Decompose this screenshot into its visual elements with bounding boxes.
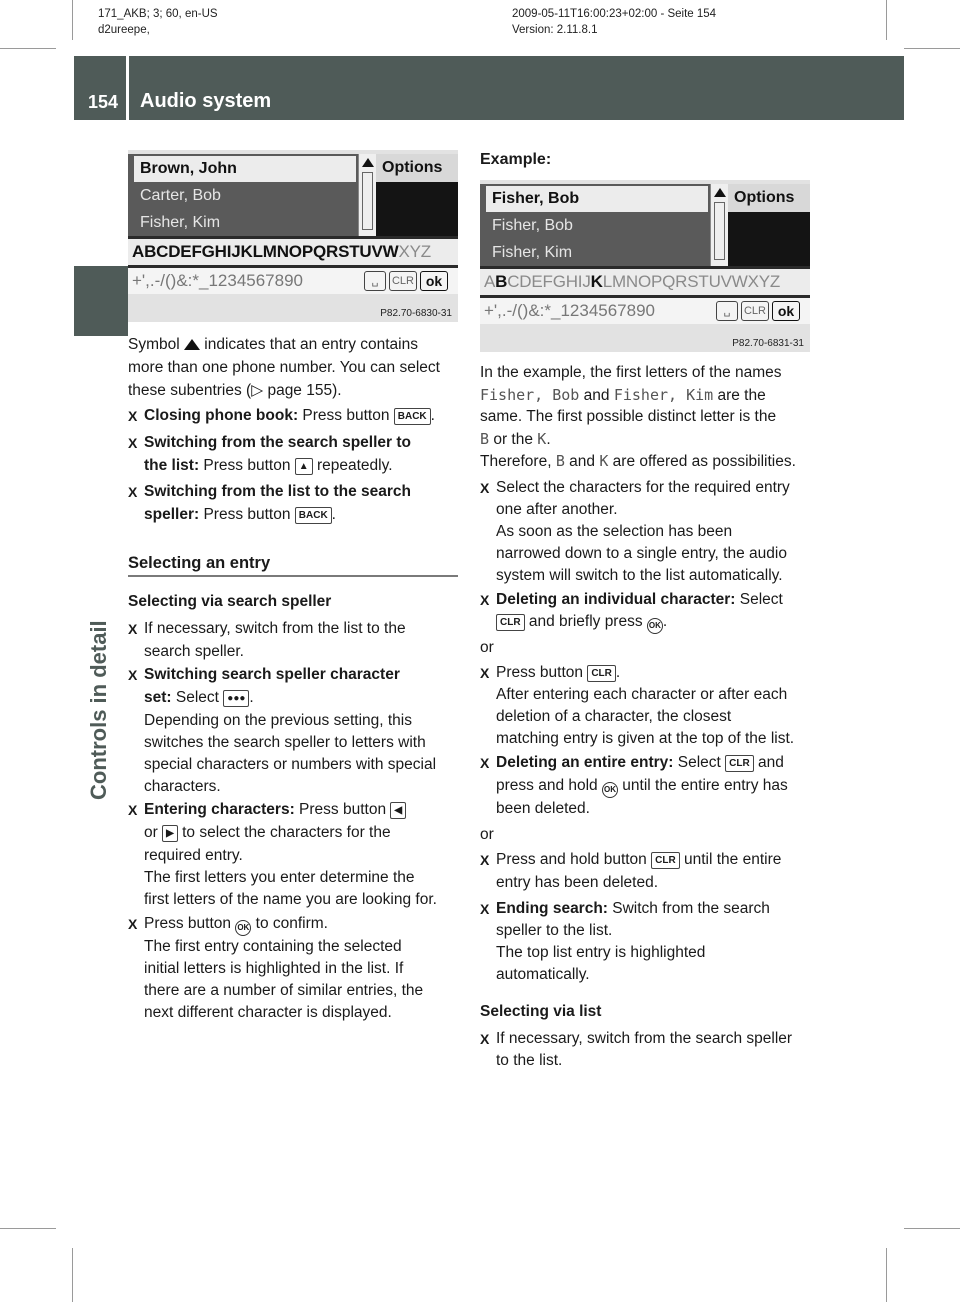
text-line: or <box>480 826 494 843</box>
instruction: If necessary, switch from the search speller <box>496 1030 793 1047</box>
instruction-arrow-icon: X <box>480 755 490 771</box>
subheading: Selecting via list <box>480 1003 602 1020</box>
instruction-arrow-icon: X <box>480 480 490 496</box>
text: Press button <box>294 801 391 818</box>
instruction: special characters or numbers with special <box>144 756 437 773</box>
figure-reference: P82.70-6831-31 <box>732 338 804 349</box>
text: these subentries ( <box>128 382 252 399</box>
instruction-label: speller: <box>144 506 200 523</box>
letter-literal: B <box>555 452 565 470</box>
text: and briefly press <box>524 613 647 630</box>
instruction: The first letters you enter determine the <box>144 869 415 886</box>
text: until the entire <box>679 851 782 868</box>
clr-key-icon: CLR <box>725 755 754 772</box>
instruction <box>496 752 784 774</box>
instruction: speller to the list. <box>496 922 613 939</box>
instruction: search speller. <box>144 643 244 660</box>
instruction: narrowed down to a single entry, the audio <box>496 545 787 562</box>
text-line: same. The first possible distinct letter is the <box>480 408 777 425</box>
crop-mark <box>72 0 73 40</box>
subheading: Selecting via search speller <box>128 593 332 610</box>
instruction-arrow-icon: X <box>480 852 490 868</box>
text: and <box>564 453 600 470</box>
instruction-arrow-icon: X <box>128 802 138 818</box>
text: Select <box>735 591 783 608</box>
instruction: CLR and briefly press OK . <box>496 611 667 634</box>
text: Press button <box>199 506 295 523</box>
symbols-text: +',.-/()&:*_1234567890 <box>484 301 656 320</box>
letters-inactive: LMNOPQRSTUVWXYZ <box>602 272 781 291</box>
text: Press button <box>496 664 588 681</box>
instruction <box>496 589 783 611</box>
charset-key-icon: ●●● <box>223 690 249 707</box>
instruction-arrow-icon: X <box>128 667 138 683</box>
side-label-text: Controls in detail <box>86 620 111 800</box>
instruction <box>144 913 328 936</box>
text: to select the characters for the <box>177 824 391 841</box>
text: Therefore, <box>480 453 556 470</box>
meta-text: 171_AKB; 3; 60, en-US <box>98 8 218 20</box>
instruction: one after another. <box>496 501 618 518</box>
instruction-label: the list: <box>144 457 200 474</box>
letter-literal: B <box>480 430 490 448</box>
ok-key: ok <box>772 301 800 321</box>
instruction-arrow-icon: X <box>128 435 138 451</box>
instruction-arrow-icon: X <box>480 665 490 681</box>
subentry-symbol-icon <box>184 339 200 350</box>
instruction-label: Deleting an entire entry: <box>496 754 674 771</box>
instruction: characters. <box>144 778 221 795</box>
instruction: Press button CLR . <box>496 664 621 681</box>
text-line <box>480 428 551 451</box>
letter-literal: K <box>599 452 609 470</box>
left-key-icon: ◀ <box>390 802 406 819</box>
text: indicates that an entry contains <box>200 336 418 353</box>
instruction-arrow-icon: X <box>128 484 138 500</box>
text: or <box>144 824 163 841</box>
instruction <box>144 822 391 844</box>
text-line <box>128 380 342 402</box>
name-literal: Fisher, Bob <box>480 386 580 404</box>
instruction: As soon as the selection has been <box>496 523 733 540</box>
instruction: Switching from the list to the search <box>144 483 411 500</box>
back-key-icon: BACK <box>394 408 431 425</box>
text: Switch from the search <box>607 900 770 917</box>
heading-rule <box>128 575 458 577</box>
instruction <box>144 799 406 821</box>
instruction: The top list entry is highlighted <box>496 944 706 961</box>
instruction-label: Closing phone book: <box>144 407 299 424</box>
instruction: deletion of a character, the closest <box>496 708 732 725</box>
options-button: Options <box>376 154 458 182</box>
text: Press button <box>298 407 394 424</box>
page-ref-icon: ▷ <box>251 382 264 399</box>
text-line <box>128 334 418 356</box>
instruction <box>496 775 788 798</box>
text: repeatedly. <box>312 457 393 474</box>
instruction-arrow-icon: X <box>128 916 138 932</box>
text-line <box>480 450 796 473</box>
instruction: automatically. <box>496 966 590 983</box>
instruction: initial letters is highlighted in the list. If <box>144 960 404 977</box>
crop-mark <box>0 1228 56 1229</box>
section-heading: Selecting an entry <box>128 554 271 572</box>
instruction: required entry. <box>144 847 243 864</box>
instruction: Switching from the search speller to <box>144 434 412 451</box>
instruction <box>496 898 770 920</box>
side-label <box>86 560 116 800</box>
instruction: speller: Press button BACK . <box>144 506 336 523</box>
clr-key-icon: CLR <box>496 614 525 631</box>
text: or the <box>489 431 538 448</box>
text: Symbol <box>128 336 184 353</box>
text: are the <box>713 387 766 404</box>
instruction-arrow-icon: X <box>128 408 138 424</box>
up-key-icon: ▲ <box>295 458 313 475</box>
crop-mark <box>904 48 960 49</box>
letter-literal: K <box>537 430 547 448</box>
options-button: Options <box>728 184 810 212</box>
instruction: next different character is displayed. <box>144 1004 392 1021</box>
clr-key: CLR <box>741 301 769 321</box>
space-key-icon: ␣ <box>716 301 738 321</box>
text: and <box>579 387 614 404</box>
crop-mark <box>886 0 887 40</box>
instruction: there are a number of similar entries, the <box>144 982 424 999</box>
text: . <box>546 431 551 448</box>
instruction: set: Select ●●● . <box>144 689 254 706</box>
instruction-arrow-icon: X <box>480 592 490 608</box>
instruction-arrow-icon: X <box>480 1031 490 1047</box>
text: Select <box>673 754 726 771</box>
text: page 155). <box>263 382 342 399</box>
instruction-label: set: <box>144 689 172 706</box>
instruction-arrow-icon: X <box>128 621 138 637</box>
meta-text: 2009-05-11T16:00:23+02:00 - Seite 154 <box>512 8 717 20</box>
page-number: 154 <box>88 92 119 112</box>
letters-inactive: XYZ <box>398 242 431 261</box>
header-margin <box>0 56 74 120</box>
crop-mark <box>886 1248 887 1302</box>
section-title: Audio system <box>140 90 272 112</box>
meta-text: Version: 2.11.8.1 <box>512 24 598 36</box>
instruction-label: Ending search: <box>496 900 608 917</box>
ok-button-icon: OK <box>602 782 618 798</box>
instruction: switches the search speller to letters with <box>144 734 426 751</box>
instruction: first letters of the name you are looking for. <box>144 891 437 908</box>
ok-button-icon: OK <box>235 920 251 936</box>
instruction: to the list. <box>496 1052 563 1069</box>
crop-mark <box>72 1248 73 1302</box>
example-label: Example: <box>480 151 552 168</box>
letter-k-active: K <box>590 272 603 291</box>
instruction: system will switch to the list automatically. <box>496 567 783 584</box>
instruction <box>496 849 781 871</box>
instruction: After entering each character or after each <box>496 686 788 703</box>
instruction: The first entry containing the selected <box>144 938 402 955</box>
right-column <box>480 0 814 1100</box>
ok-button-icon: OK <box>647 618 663 634</box>
text: and <box>753 754 784 771</box>
back-key-icon: BACK <box>295 507 332 524</box>
figure-reference: P82.70-6830-31 <box>380 308 452 319</box>
crop-mark <box>904 1228 960 1229</box>
letters-inactive: CDEFGHIJ <box>507 272 591 291</box>
text-line: or <box>480 639 494 656</box>
meta-text: d2ureepe, <box>98 24 150 36</box>
text: Press button <box>144 915 236 932</box>
instruction: Depending on the previous setting, this <box>144 712 412 729</box>
instruction-label: Deleting an individual character: <box>496 591 736 608</box>
text: are offered as possibilities. <box>608 453 796 470</box>
list-item: Fisher, Bob <box>492 217 573 234</box>
instruction: If necessary, switch from the list to the <box>144 620 406 637</box>
crop-mark <box>0 48 56 49</box>
text: press and hold <box>496 777 602 794</box>
text-line: In the example, the first letters of the names <box>480 364 782 381</box>
name-literal: Fisher, Kim <box>613 386 714 404</box>
text: Select <box>171 689 224 706</box>
clr-key: CLR <box>389 271 417 291</box>
instruction: been deleted. <box>496 800 590 817</box>
list-item: Fisher, Kim <box>140 214 221 231</box>
text: until the entire entry has <box>618 777 788 794</box>
symbols-text: +',.-/()&:*_1234567890 <box>132 271 304 290</box>
instruction-arrow-icon: X <box>480 901 490 917</box>
text: to confirm. <box>251 915 328 932</box>
instruction: Select the characters for the required entry <box>496 479 790 496</box>
left-column <box>128 0 460 1100</box>
letters-inactive: A <box>484 272 496 291</box>
right-key-icon: ▶ <box>162 825 178 842</box>
letter-b-active: B <box>495 272 508 291</box>
ok-key: ok <box>420 271 448 291</box>
instruction: entry has been deleted. <box>496 874 659 891</box>
instruction: Switching search speller character <box>144 666 400 683</box>
text: Press button <box>199 457 295 474</box>
letters-active: ABCDEFGHIJKLMNOPQRSTUVW <box>132 242 399 261</box>
text: Press and hold button <box>496 851 652 868</box>
clr-key-icon: CLR <box>587 665 616 682</box>
instruction-label: Entering characters: <box>144 801 295 818</box>
space-key-icon: ␣ <box>364 271 386 291</box>
instruction <box>144 455 393 477</box>
list-item: Brown, John <box>134 156 356 182</box>
instruction: matching entry is given at the top of the list. <box>496 730 795 747</box>
text-line <box>480 384 766 407</box>
text-line: more than one phone number. You can select <box>128 359 440 376</box>
list-item: Carter, Bob <box>140 187 221 204</box>
list-item: Fisher, Bob <box>486 186 708 212</box>
clr-key-icon: CLR <box>651 852 680 869</box>
list-item: Fisher, Kim <box>492 244 573 261</box>
side-tab <box>74 266 128 336</box>
instruction: Closing phone book: Press button BACK . <box>144 407 435 424</box>
